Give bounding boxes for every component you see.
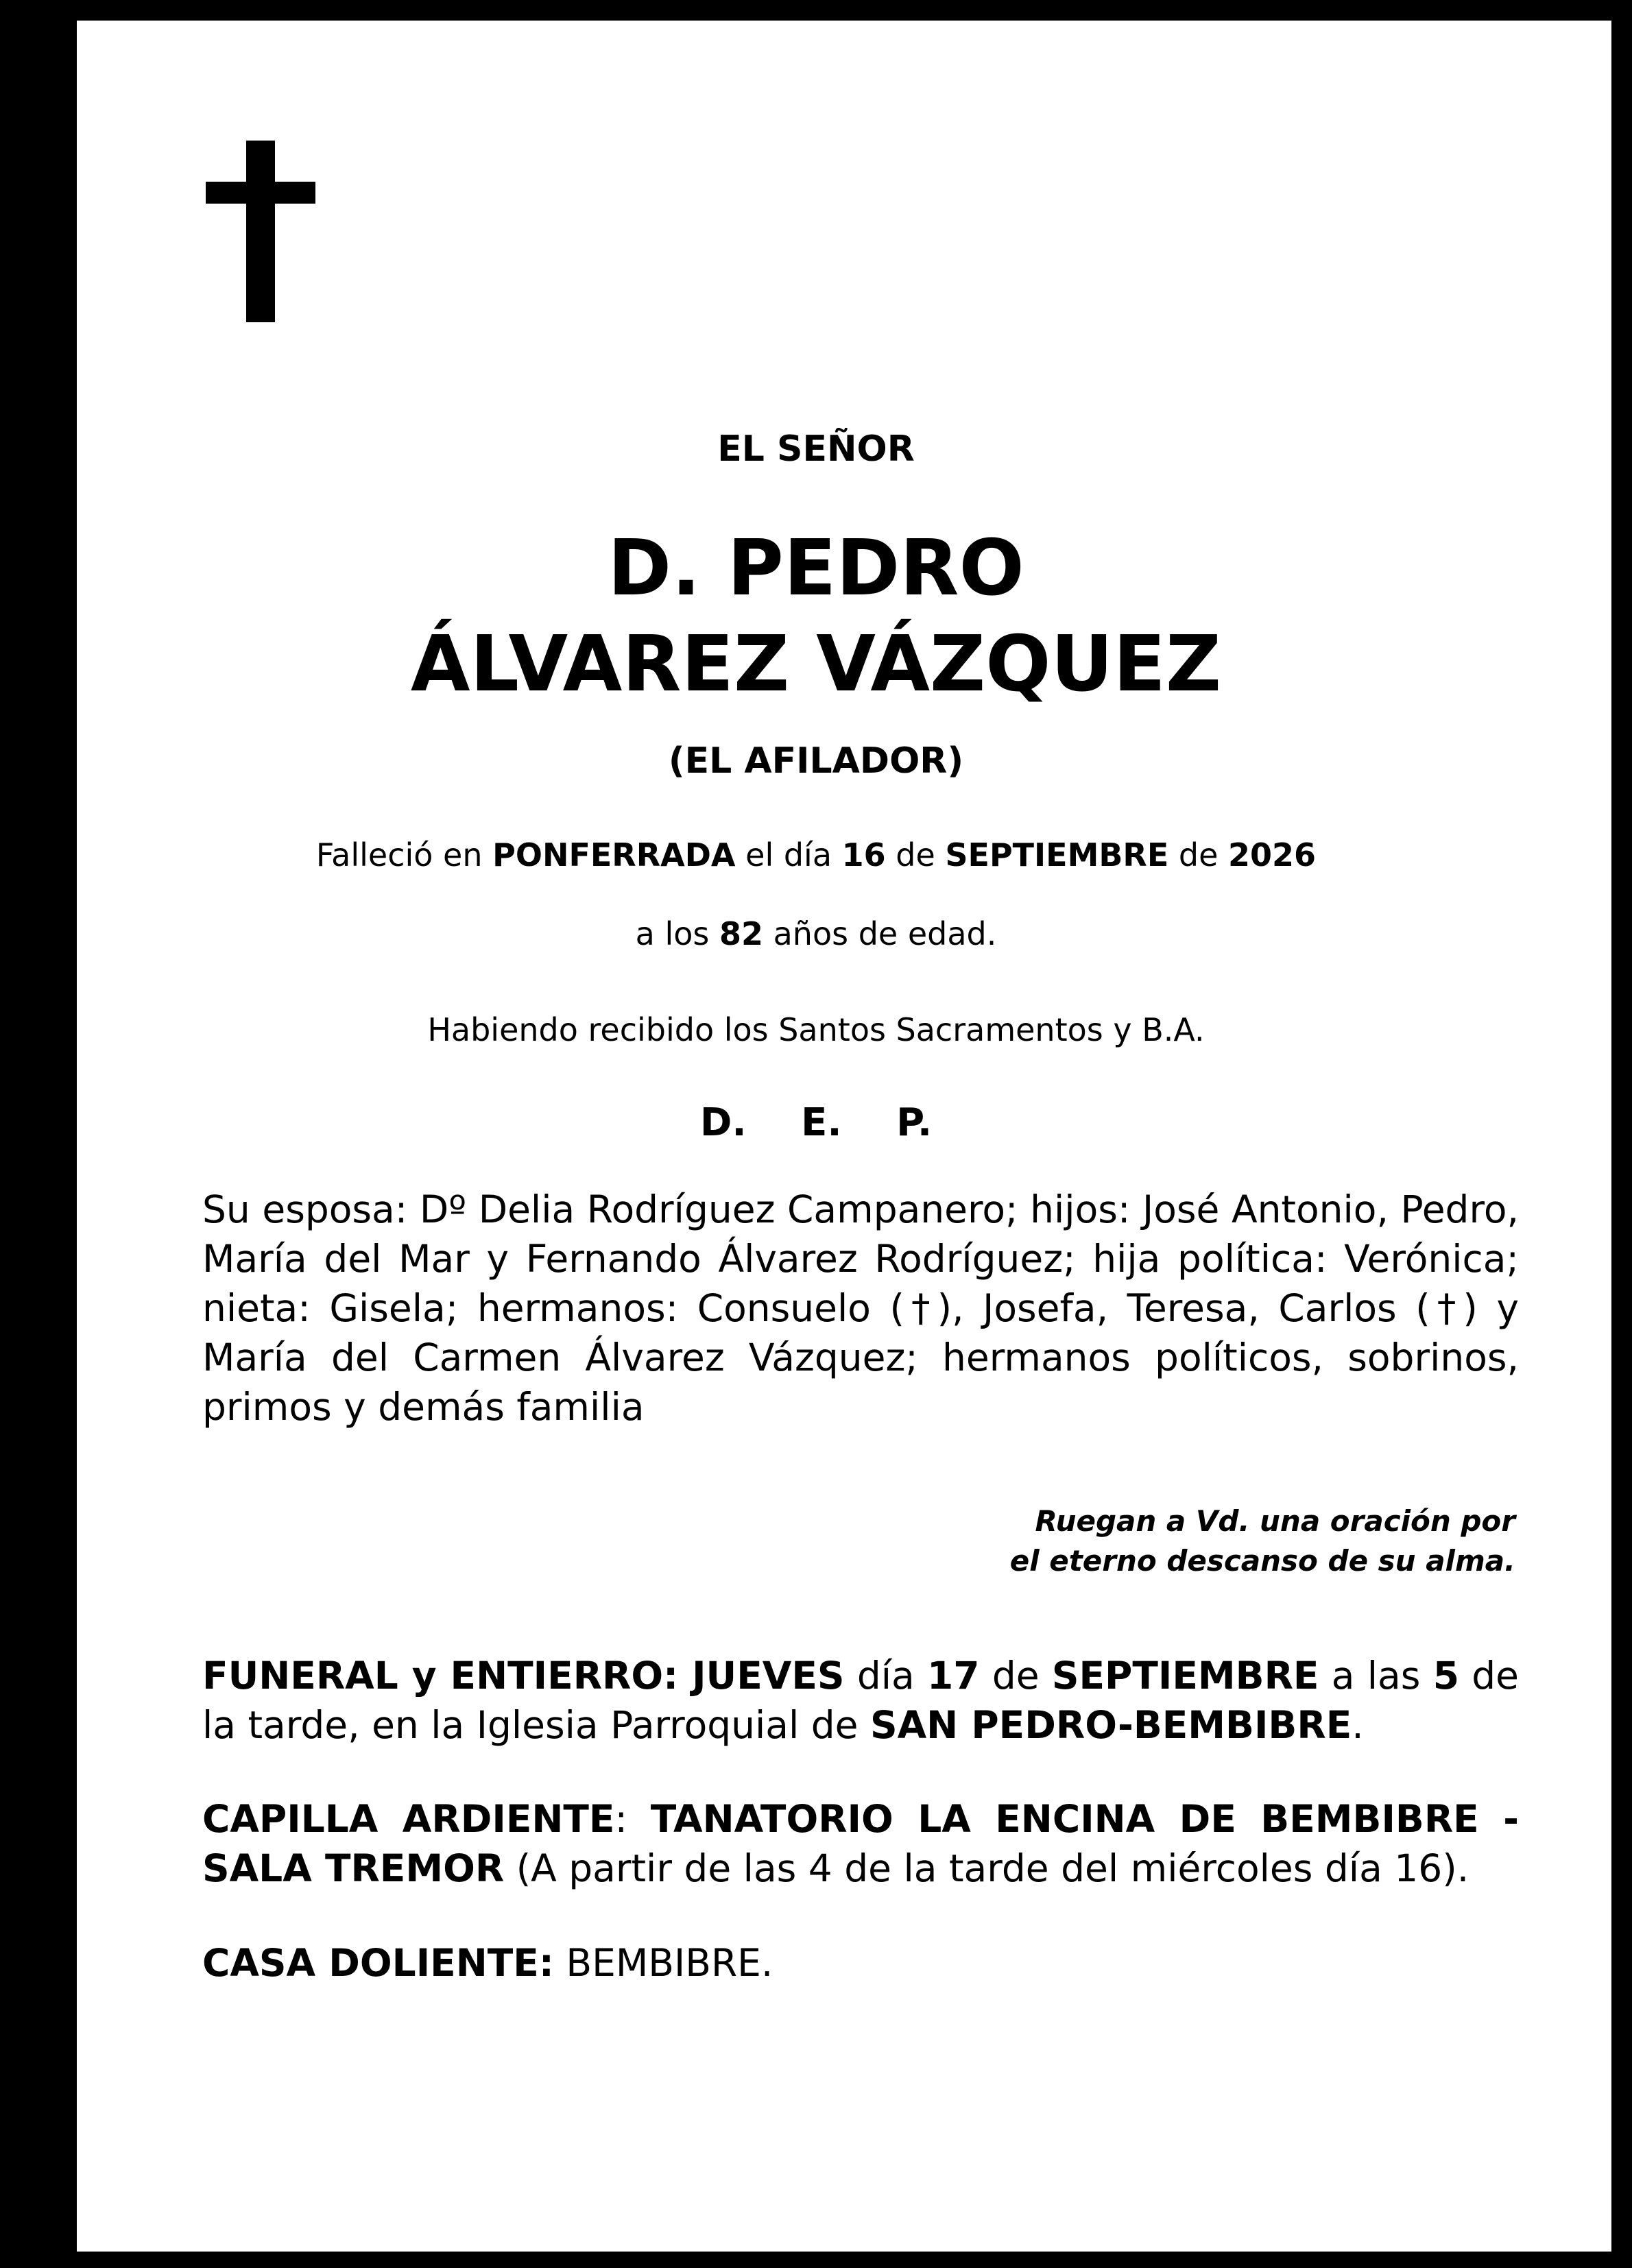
age-value: 82 — [719, 915, 763, 952]
wake-details: CAPILLA ARDIENTE: TANATORIO LA ENCINA DE BEMBIBRE - SALA TREMOR (A partir de las 4 de la tarde del miércoles día 16). — [202, 1797, 1519, 1890]
cross-icon — [206, 141, 315, 322]
death-day: 16 — [841, 836, 886, 873]
honorific: EL SEÑOR — [717, 429, 915, 470]
death-statement: Falleció en PONFERRADA el día 16 de SEPTIEMBRE de 2026 — [315, 836, 1317, 873]
sacraments-statement: Habiendo recibido los Santos Sacramentos y B.A. — [427, 1011, 1205, 1048]
death-place: PONFERRADA — [492, 836, 736, 873]
family-list: Su esposa: Dº Delia Rodríguez Campanero; hijos: José Antonio, Pedro, María del Mar y Fernando Álvarez Rodríguez; hija política: Verónica; nieta: Gisela; hermanos: Consuelo (†), Josefa, Teresa, Carlos (†) y María del Carmen Álvarez Vázquez; hermanos políticos, sobrinos, primos y demás familia — [202, 1187, 1519, 1429]
deceased-name-surnames: ÁLVAREZ VÁZQUEZ — [410, 620, 1222, 709]
death-month: SEPTIEMBRE — [945, 836, 1169, 873]
nickname: (EL AFILADOR) — [668, 740, 964, 782]
family-home: CASA DOLIENTE: BEMBIBRE. — [202, 1941, 773, 1985]
death-year: 2026 — [1228, 836, 1317, 873]
age-statement: a los 82 años de edad. — [635, 915, 997, 952]
funeral-details: FUNERAL y ENTIERRO: JUEVES día 17 de SEPTIEMBRE a las 5 de la tarde, en la Iglesia Parroquial de SAN PEDRO-BEMBIBRE. — [202, 1654, 1519, 1747]
dep-initials: D. E. P. — [699, 1100, 933, 1145]
deceased-name-first: D. PEDRO — [608, 524, 1024, 613]
prayer-request: Ruegan a Vd. una oración por el eterno descanso de su alma. — [1009, 1504, 1515, 1578]
